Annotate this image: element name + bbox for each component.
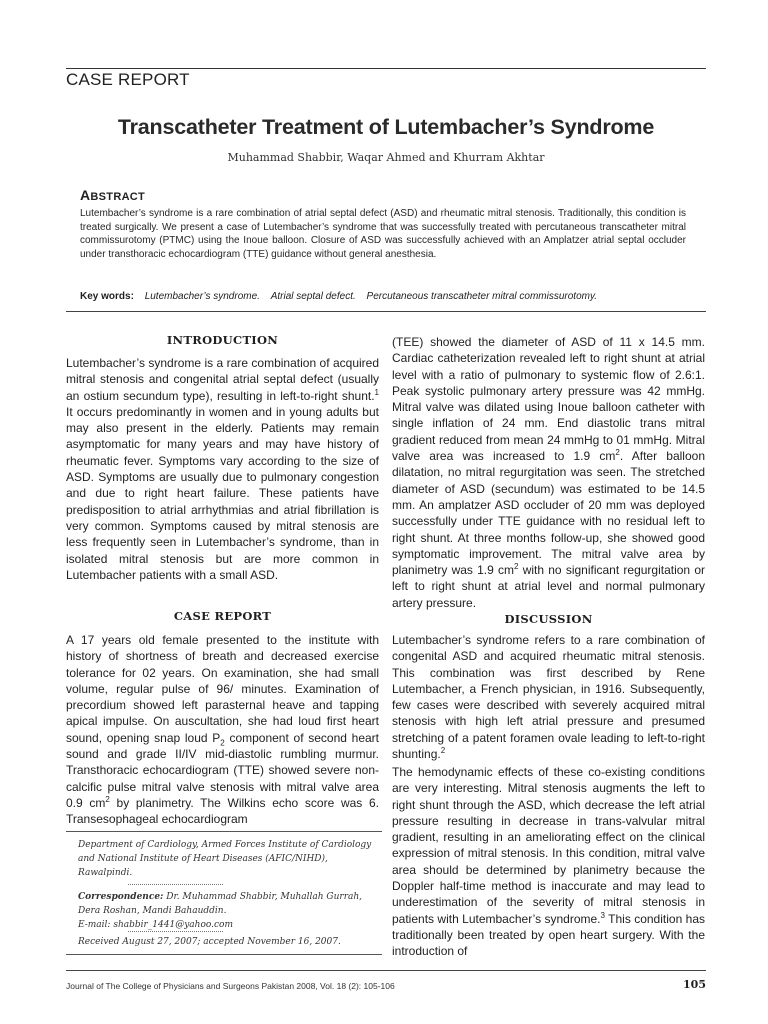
case-report-text-part: (TEE) showed the diameter of ASD of 11 x 14.5 mm. Cardiac catheterization revealed left to right shunt at atrial level with a ratio of pulmonary to systemic flow of 2.6:1. Peak systolic pulmonary artery pressure was 42 mmHg. Mitral valve was dilated using Inoue balloon catheter with single inflation of 24 mm. End diastolic trans mitral gradient reduced from mean 24 mmHg to 01 mmHg. Mitral valve area was increased to 1.9 cm <box>392 335 705 464</box>
keyword-item: Percutaneous transcatheter mitral commissurotomy. <box>366 291 598 302</box>
case-report-heading: CASE REPORT <box>173 609 272 623</box>
case-report-text-part: with no significant regurgitation or left to right shunt at atrial level and normal pulmonary artery pressure. <box>392 563 705 610</box>
article-authors: Muhammad Shabbir, Waqar Ahmed and Khurram Akhtar <box>227 151 545 164</box>
superscript: 2 <box>514 562 519 572</box>
keywords-label: Key words: <box>80 291 134 302</box>
abstract-text: Lutembacher’s syndrome is a rare combination of atrial septal defect (ASD) and rheumatic mitral stenosis. Traditionally, this condition is treated surgically. We present a case of Lutembacher’s syndrome that was successfully treated with percutaneous transcatheter mitral commissurotomy (PTMC) using the Inoue balloon. Closure of ASD was successfully achieved with an Amplatzer atrial septal occluder under transthoracic echocardiogram (TTE) guidance without general anesthesia. <box>80 208 686 260</box>
case-report-text-part: component of second heart sound and grade II/IV mid-diastolic rumbling murmur. Transthoracic echocardiogram (TTE) showed severe non-calcific pulse mitral valve stenosis with mitral valve area 0.9 cm <box>66 730 379 810</box>
article-title: Transcatheter Treatment of Lutembacher’s Syndrome <box>117 115 655 139</box>
superscript: 2 <box>105 794 110 804</box>
discussion-text-part: The hemodynamic effects of these co-existing conditions are very interesting. Mitral stenosis augments the left to right shunt through the ASD, which decrease the left atrial pressure resulting in decrease in trans-valvular mitral gradient, resulting in an ameliorating effect on the clinical expression of mitral stenosis. In this condition, mitral valve area should be determined by planimetry because the Doppler half-time method is inaccurate and may lead to underestimation of the severity of mitral stenosis in patients with Lutembacher’s syndrome. <box>392 765 705 926</box>
affiliation-correspondence <box>78 890 378 918</box>
abstract-heading-initial: A <box>80 187 91 203</box>
abstract-heading <box>80 187 145 203</box>
case-report-text-part: by planimetry. The Wilkins echo score was 6. Transesophageal echocardiogram <box>66 795 379 827</box>
case-report-continued <box>392 334 705 611</box>
affiliation-email: E-mail: shabbir_1441@yahoo.com <box>78 920 233 930</box>
discussion-paragraph-1 <box>392 632 705 762</box>
journal-citation: Journal of The College of Physicians and Surgeons Pakistan 2008, Vol. 18 (2): 105-106 <box>66 981 395 991</box>
correspondence-text: Dr. Muhammad Shabbir, Muhallah Gurrah, Dera Roshan, Mandi Bahauddin. <box>78 892 363 916</box>
section-label: CASE REPORT <box>66 70 190 89</box>
introduction-heading: INTRODUCTION <box>166 333 279 347</box>
introduction-text <box>66 355 379 583</box>
correspondence-label: Correspondence: <box>78 892 164 902</box>
introduction-text-part: It occurs predominantly in women and in young adults but may also present in the elderly. Patients may remain asymptomatic for many years and may have history of rheumatic fever. Symptoms vary according to the size of ASD. Symptoms are usually due to pulmonary congestion and due to right heart failure. These patients have predisposition to atrial arrhythmias and atrial fibrillation is very common. Symptoms caused by mitral stenosis are less frequently seen in Lutembacher’s syndrome, than in isolated mitral stenosis but are more common in Lutembacher patients with a small ASD. <box>66 404 379 582</box>
reference-marker: 2 <box>440 746 446 756</box>
dotted-divider <box>128 931 223 932</box>
keyword-item: Atrial septal defect. <box>270 291 356 302</box>
page-number: 105 <box>683 978 706 991</box>
subscript: 2 <box>220 738 225 748</box>
superscript: 2 <box>615 448 620 458</box>
case-report-text <box>66 632 379 828</box>
case-report-text-part: A 17 years old female presented to the institute with history of shortness of breath and decreased exercise tolerance for 02 years. On examination, she had small volume, regular pulse of 96/ minutes. Examination of precordium showed left parasternal heave and tapping apical impulse. On auscultation, she had loud first heart sound, opening snap loud P <box>66 633 379 745</box>
dotted-divider <box>128 884 223 885</box>
keywords-line <box>80 291 700 302</box>
top-rule <box>66 68 706 69</box>
abstract-heading-rest: BSTRACT <box>90 191 146 203</box>
keywords-rule <box>66 311 706 312</box>
discussion-text-part: This condition has traditionally been treated by open heart surgery. With the introduction of <box>392 911 705 959</box>
affiliation-department: Department of Cardiology, Armed Forces Institute of Cardiology and National Institute of Heart Diseases (AFIC/NIHD), Rawalpindi. <box>78 840 372 878</box>
discussion-heading: DISCUSSION <box>504 612 593 626</box>
received-dates: Received August 27, 2007; accepted November 16, 2007. <box>78 937 341 947</box>
reference-marker: 3 <box>600 910 605 920</box>
introduction-text-part: Lutembacher’s syndrome is a rare combination of acquired mitral stenosis and congenital atrial septal defect (usually an ostium secundum type), resulting in left-to-right shunt. <box>66 356 379 403</box>
discussion-text-part: Lutembacher’s syndrome refers to a rare combination of congenital ASD and acquired rheumatic mitral stenosis. This combination was first described by Rene Lutembacher, a French physician, in 1916. Subsequently, few cases were described with severely acquired mitral stenosis with high left atrial pressure and presumed stretching of a patent foramen ovale leading to left-to-right shunting. <box>392 633 705 762</box>
reference-marker: 1 <box>374 387 379 397</box>
discussion-paragraph-2 <box>392 764 705 960</box>
keyword-item: Lutembacher’s syndrome. <box>144 291 260 302</box>
case-report-text-part: . After balloon dilatation, no mitral regurgitation was seen. The stretched diameter of ASD (secundum) was estimated to be 14.5 mm. An amplatzer ASD occluder of 20 mm was deployed successfully under TTE guidance with no residual left to right shunt. At three months follow-up, she showed good symptomatic improvement. The mitral valve area by planimetry was 1.9 cm <box>392 449 705 578</box>
footer-rule <box>66 970 706 971</box>
